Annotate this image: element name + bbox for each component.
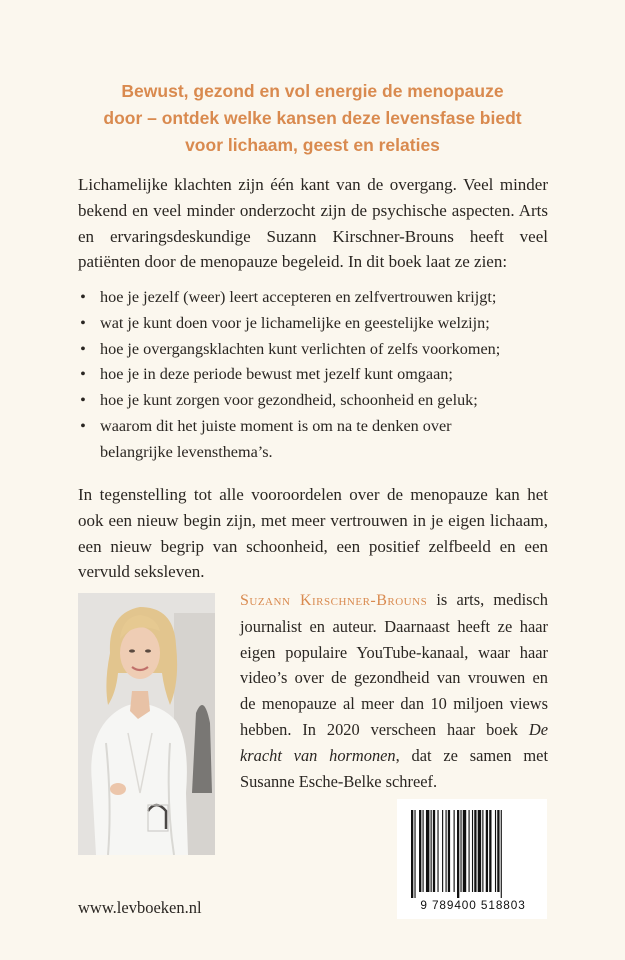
- barcode-bars: [409, 810, 535, 898]
- headline-line: voor lichaam, geest en relaties: [185, 135, 440, 155]
- author-name: Suzann Kirschner-Brouns: [240, 592, 428, 609]
- list-item: • waarom dit het juiste moment is om na te denken over belangrijke levensthema’s.: [78, 414, 520, 466]
- headline-line: door – ontdek welke kansen deze levensfase biedt: [103, 108, 522, 128]
- headline-line: Bewust, gezond en vol energie de menopauze: [121, 81, 504, 101]
- barcode: [397, 799, 547, 919]
- bullet-icon: •: [80, 313, 86, 332]
- author-photo: [78, 593, 215, 855]
- author-bio: [240, 587, 548, 794]
- website-link[interactable]: www.levboeken.nl: [78, 898, 202, 917]
- bullet-icon: •: [80, 391, 86, 410]
- author-bio-text: , dat ze samen met Susanne Esche-Belke schreef.: [240, 745, 549, 791]
- bullet-icon: •: [80, 416, 86, 435]
- author-bio-text: is arts, medisch journalist en auteur. Daarnaast heeft ze haar eigen populaire YouTube-kanaal, waar haar video’s over de gezondheid van vrouwen en de menopauze al meer dan 10 miljoen views hebben. In 2020 verscheen haar boek: [240, 590, 548, 739]
- bullet-icon: •: [80, 339, 86, 358]
- bullet-icon: •: [80, 365, 86, 384]
- list-item: • hoe je jezelf (weer) leert accepteren en zelfvertrouwen krijgt;: [78, 285, 548, 311]
- intro-paragraph: Lichamelijke klachten zijn één kant van de overgang. Veel minder bekend en veel minder onderzocht zijn de psychische aspecten. Arts en ervaringsdeskundige Suzann Kirschner-Brouns heeft veel patiënten door de menopauze begeleid. In dit boek laat ze zien:: [78, 175, 548, 272]
- isbn-number: 9 789400 518803: [420, 898, 526, 912]
- list-item: • wat je kunt doen voor je lichamelijke en geestelijke welzijn;: [78, 311, 548, 337]
- list-item: • hoe je overgangsklachten kunt verlichten of zelfs voorkomen;: [78, 337, 548, 363]
- bullet-list: [78, 285, 548, 466]
- headline: [60, 78, 565, 159]
- bullet-icon: •: [80, 288, 86, 306]
- list-item: • hoe je in deze periode bewust met jezelf kunt omgaan;: [78, 362, 548, 388]
- closing-paragraph: In tegenstelling tot alle vooroordelen over de menopauze kan het ook een nieuw begin zijn, met meer vertrouwen in je eigen lichaam, een nieuw begrip van schoonheid, een positief zelfbeeld en een vervuld seksleven.: [78, 485, 548, 582]
- book-title: De kracht van hormonen: [240, 719, 548, 765]
- list-item: • hoe je kunt zorgen voor gezondheid, schoonheid en geluk;: [78, 388, 548, 414]
